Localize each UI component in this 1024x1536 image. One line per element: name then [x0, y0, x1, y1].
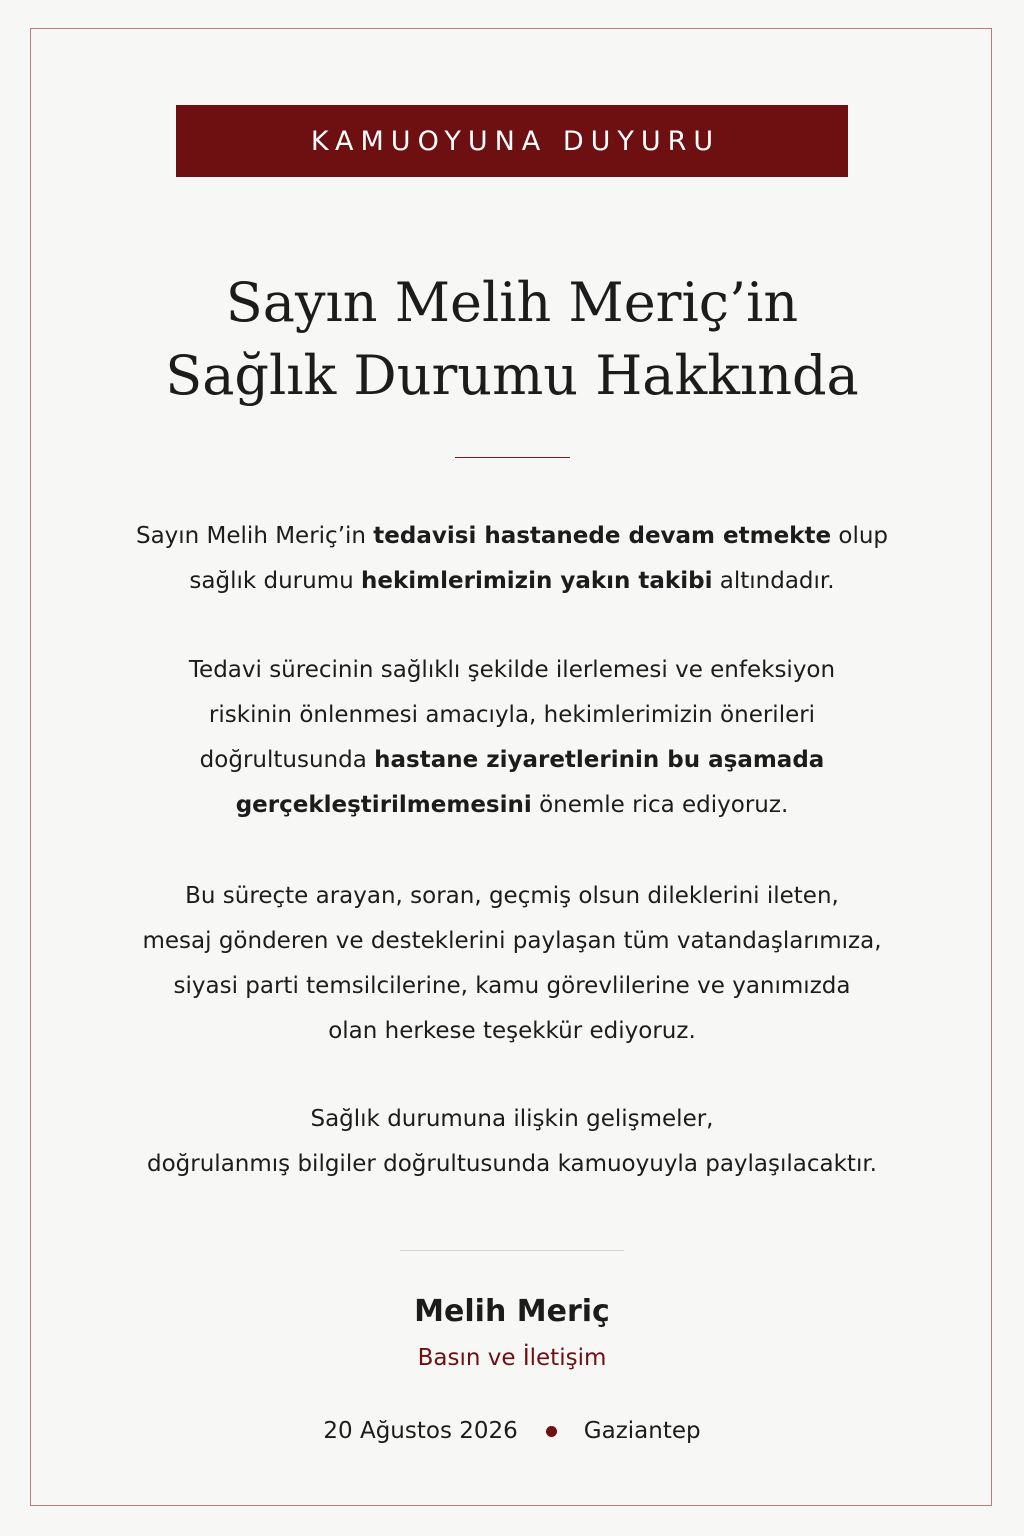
- signatory-name: Melih Meriç: [414, 1294, 610, 1329]
- paragraph-thanks: [0, 874, 1024, 1054]
- paragraph-updates: [0, 1097, 1024, 1187]
- footer-meta: [0, 1418, 1024, 1444]
- paragraph-line: Sağlık durumuna ilişkin gelişmeler,: [310, 1106, 714, 1132]
- location-text: Gaziantep: [583, 1418, 701, 1444]
- paragraph-treatment: [0, 514, 1024, 604]
- date-text: 20 Ağustos 2026: [323, 1418, 518, 1444]
- banner-label: KAMUOYUNA DUYURU: [310, 125, 721, 157]
- signature-divider: [400, 1250, 624, 1251]
- paragraph-line: olan herkese teşekkür ediyoruz.: [328, 1018, 696, 1044]
- paragraph-line: doğrultusunda hastane ziyaretlerinin bu aşamada: [199, 747, 825, 773]
- emphasis-text: gerçekleştirilmemesini: [235, 792, 532, 818]
- separator-dot-icon: [546, 1426, 557, 1437]
- title-line-2: Sağlık Durumu Hakkında: [165, 344, 859, 407]
- announcement-banner: [176, 105, 848, 177]
- paragraph-line: sağlık durumu hekimlerimizin yakın takibi altındadır.: [189, 568, 835, 594]
- title-divider: [455, 457, 570, 458]
- paragraph-line: siyasi parti temsilcilerine, kamu görevlilerine ve yanımızda: [173, 973, 851, 999]
- paragraph-line: doğrulanmış bilgiler doğrultusunda kamuoyuyla paylaşılacaktır.: [147, 1151, 877, 1177]
- paragraph-line: mesaj gönderen ve desteklerini paylaşan tüm vatandaşlarımıza,: [142, 928, 882, 954]
- emphasis-text: hekimlerimizin yakın takibi: [361, 568, 713, 594]
- paragraph-line: Bu süreçte arayan, soran, geçmiş olsun dileklerini ileten,: [185, 883, 839, 909]
- emphasis-text: tedavisi hastanede devam etmekte: [373, 523, 832, 549]
- paragraph-line: gerçekleştirilmemesini önemle rica ediyoruz.: [235, 792, 789, 818]
- paragraph-line: Sayın Melih Meriç’in tedavisi hastanede devam etmekte olup: [135, 523, 889, 549]
- title-line-1: Sayın Melih Meriç’in: [225, 271, 799, 334]
- paragraph-line: riskinin önlenmesi amacıyla, hekimlerimizin önerileri: [208, 702, 816, 728]
- emphasis-text: hastane ziyaretlerinin bu aşamada: [374, 747, 825, 773]
- paragraph-visits: [0, 648, 1024, 828]
- paragraph-line: Tedavi sürecinin sağlıklı şekilde ilerlemesi ve enfeksiyon: [188, 657, 836, 683]
- signatory-role: Basın ve İletişim: [417, 1345, 607, 1371]
